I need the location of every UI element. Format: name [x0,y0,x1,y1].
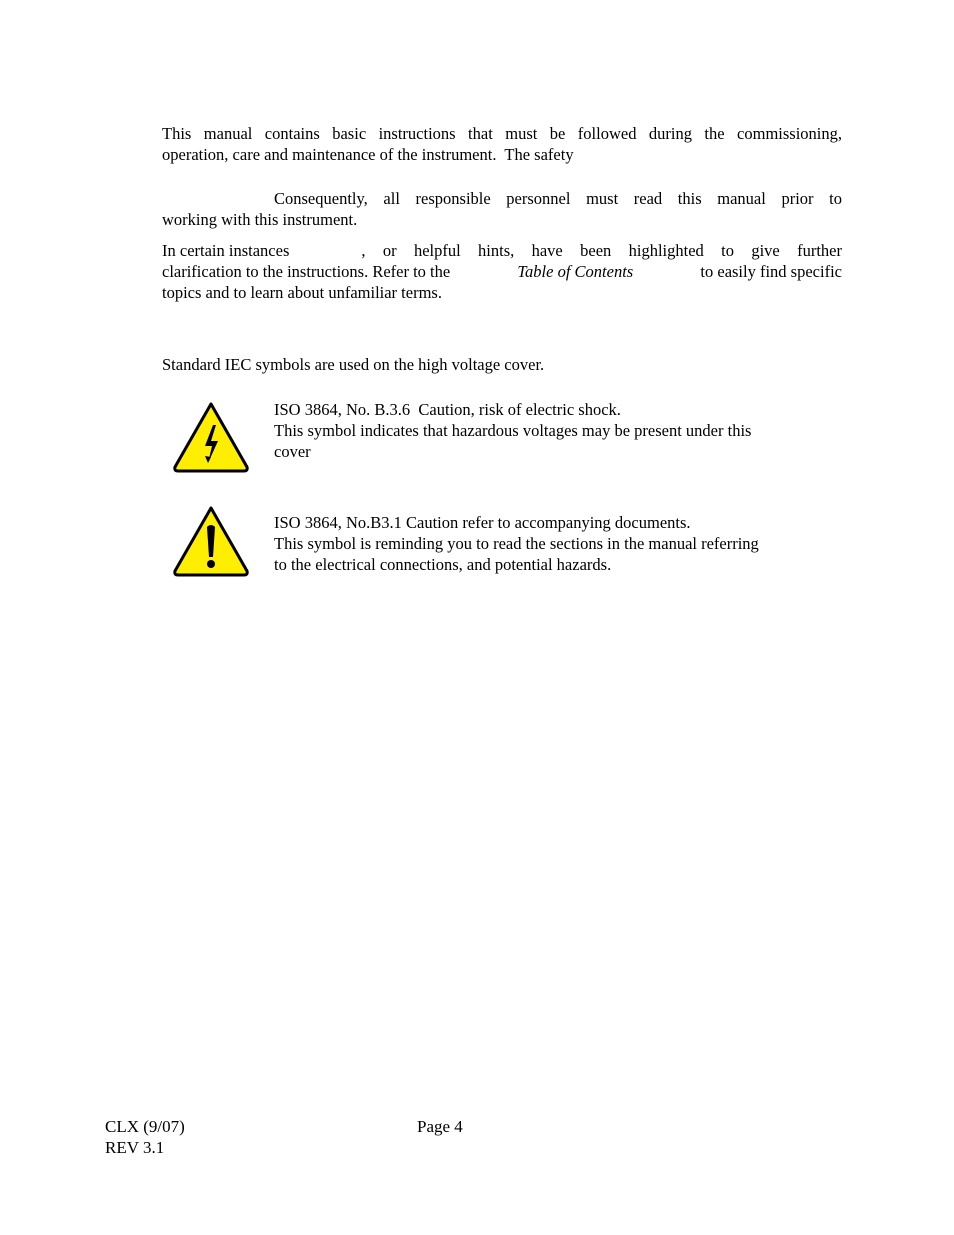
intro-p2-line-1 [162,240,842,261]
symbol-1-description [274,399,834,462]
footer-revision: REV 3.1 [105,1138,165,1157]
intro-line-3: Consequently, all responsible personnel must read this manual prior to [274,189,842,208]
footer-doc-info [105,1116,185,1158]
intro-p2-line-2 [162,261,842,282]
intro-p2-line-1-end: , or helpful hints, have been highlighted to give further [361,241,842,260]
intro-paragraph-2 [162,240,842,303]
symbol-2-line-2: This symbol is reminding you to read the sections in the manual referring [274,534,759,553]
intro-p2-line-2-start: clarification to the instructions. Refer to the [162,262,451,281]
intro-paragraph-1-continued [162,188,842,230]
footer-page-number: Page 4 [417,1117,463,1136]
intro-p2-line-2-end: to easily find specific [700,262,842,281]
table-of-contents-reference: Table of Contents [517,262,634,281]
symbol-1-line-2: This symbol indicates that hazardous voltages may be present under this [274,421,752,440]
exclamation-warning-icon [172,505,250,577]
footer-doc-id: CLX (9/07) [105,1117,185,1136]
intro-paragraph-1 [162,123,842,165]
intro-line-1: This manual contains basic instructions that must be followed during the commissioning, [162,124,842,143]
symbol-1-line-3: cover [274,442,311,461]
intro-p2-line-1-start: In certain instances [162,241,290,260]
intro-line-4: working with this instrument. [162,210,358,229]
intro-line-2: operation, care and maintenance of the instrument. The safety [162,145,574,164]
symbol-2-description [274,512,834,575]
electric-shock-warning-icon [172,401,250,473]
symbols-intro: Standard IEC symbols are used on the high voltage cover. [162,355,545,374]
symbol-1-title: ISO 3864, No. B.3.6 Caution, risk of electric shock. [274,400,621,419]
symbol-2-line-3: to the electrical connections, and potential hazards. [274,555,612,574]
symbol-2-title: ISO 3864, No.B3.1 Caution refer to accompanying documents. [274,513,691,532]
intro-p2-line-3: topics and to learn about unfamiliar terms. [162,283,442,302]
